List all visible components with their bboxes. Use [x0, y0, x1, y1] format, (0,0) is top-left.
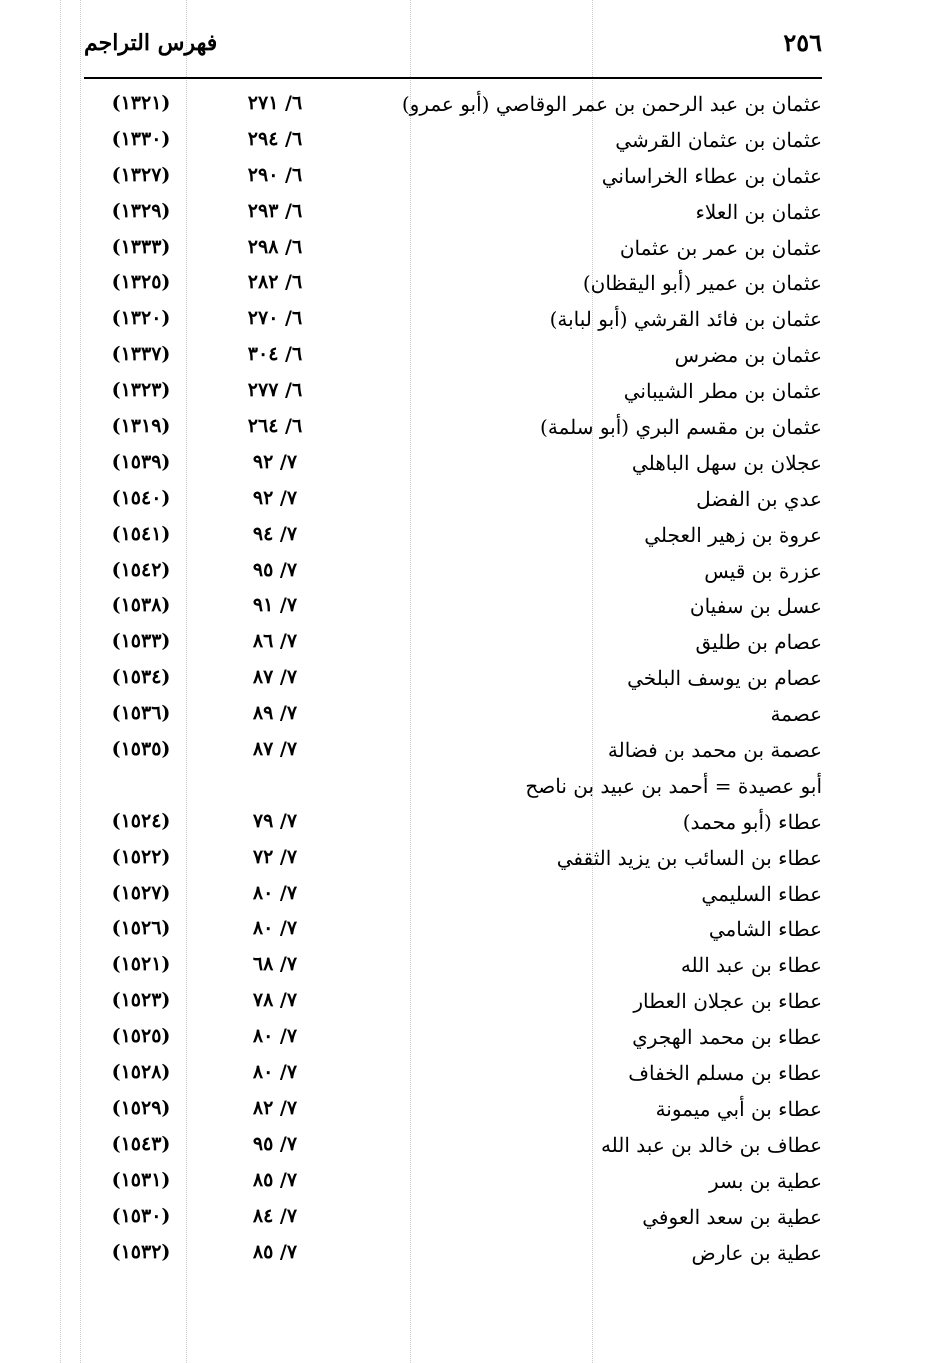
index-entry	[80, 842, 822, 878]
entry-volume-page: ٧/ ٨٤	[252, 1204, 298, 1227]
entry-name: عثمان بن عمر بن عثمان	[619, 235, 822, 260]
entry-name: عصام بن يوسف البلخي	[627, 666, 822, 691]
entry-number: (١٣٣٧)	[111, 343, 171, 366]
entry-name: عثمان بن مطر الشيباني	[623, 379, 822, 404]
index-entry	[80, 1057, 822, 1093]
entry-number: (١٥٢٧)	[111, 881, 171, 904]
entry-name: عطاء بن أبي ميمونة	[655, 1096, 822, 1121]
entry-name: عدي بن الفضل	[696, 486, 822, 511]
index-entry	[80, 1093, 822, 1129]
entry-volume-page: ٧/ ٨٠	[252, 1025, 298, 1048]
entry-number: (١٥٤١)	[111, 522, 171, 545]
entry-volume-page: ٧/ ٩١	[252, 594, 298, 617]
entry-volume-page: ٧/ ٩٥	[252, 558, 298, 581]
index-entry	[80, 626, 822, 662]
index-entry	[80, 734, 822, 770]
page-number: ٢٥٦	[783, 28, 822, 57]
index-entries	[80, 88, 822, 1272]
entry-volume-page: ٦/ ٢٩٠	[247, 163, 303, 186]
entry-volume-page: ٦/ ٢٧٠	[247, 307, 303, 330]
index-entry	[80, 985, 822, 1021]
entry-volume-page: ٧/ ٨٧	[252, 666, 298, 689]
entry-number: (١٥٤٢)	[111, 558, 171, 581]
entry-number: (١٣٢١)	[111, 92, 171, 114]
entry-volume-page: ٧/ ٧٩	[252, 809, 298, 832]
entry-number: (١٥٣٠)	[111, 1204, 171, 1227]
entry-volume-page: ٧/ ٨٦	[252, 630, 298, 653]
entry-volume-page: ٧/ ٩٥	[252, 1132, 298, 1155]
entry-name: عطية بن عارض	[691, 1240, 822, 1265]
index-entry	[80, 339, 822, 375]
entry-number: (١٣٢٧)	[111, 163, 171, 186]
entry-volume-page: ٦/ ٢٩٨	[247, 235, 303, 258]
entry-number: (١٥٤٣)	[111, 1132, 171, 1155]
entry-name: عطية بن بسر	[708, 1168, 822, 1193]
entry-name: عطاء بن محمد الهجري	[632, 1025, 822, 1050]
entry-name: عطاء (أبو محمد)	[682, 809, 822, 834]
index-entry	[80, 375, 822, 411]
entry-volume-page: ٧/ ٨٥	[252, 1240, 298, 1263]
entry-number: (١٥٣٨)	[111, 594, 171, 617]
entry-number: (١٣٣٠)	[111, 127, 171, 150]
entry-name: عطاف بن خالد بن عبد الله	[600, 1132, 822, 1157]
entry-volume-page: ٧/ ٨٥	[252, 1168, 298, 1191]
entry-name: عجلان بن سهل الباهلي	[631, 450, 822, 475]
entry-number: (١٥٣٩)	[111, 450, 171, 473]
entry-number: (١٥٣٦)	[111, 702, 171, 725]
index-entry	[80, 232, 822, 268]
entry-number: (١٣٣٣)	[111, 235, 171, 258]
entry-volume-page: ٦/ ٢٦٤	[247, 415, 303, 438]
page-header	[84, 28, 822, 68]
entry-volume-page: ٧/ ٨٧	[252, 738, 298, 761]
entry-name: عثمان بن مقسم البري (أبو سلمة)	[540, 415, 822, 440]
index-entry	[80, 913, 822, 949]
index-entry	[80, 1129, 822, 1165]
index-entry	[80, 590, 822, 626]
entry-name: عصام بن طليق	[695, 630, 822, 655]
entry-name: عطاء بن السائب بن يزيد الثقفي	[556, 845, 822, 870]
index-entry	[80, 770, 822, 806]
entry-volume-page: ٦/ ٢٧١	[247, 92, 303, 114]
entry-name: عطاء الشامي	[708, 917, 822, 942]
entry-number: (١٥٣٢)	[111, 1240, 171, 1263]
entry-volume-page: ٦/ ٢٩٣	[247, 199, 303, 222]
entry-name: عسل بن سفيان	[689, 594, 822, 619]
entry-name: عروة بن زهير العجلي	[644, 522, 822, 547]
entry-number: (١٣٢٥)	[111, 271, 171, 294]
entry-name: عصمة بن محمد بن فضالة	[607, 738, 822, 763]
entry-number: (١٥٣٣)	[111, 630, 171, 653]
entry-name: عثمان بن عبد الرحمن بن عمر الوقاصي (أبو عمرو)	[401, 92, 822, 116]
entry-volume-page: ٧/ ٨٩	[252, 702, 298, 725]
index-entry	[80, 1021, 822, 1057]
entry-number: (١٥٢٩)	[111, 1096, 171, 1119]
entry-number: (١٥٢٤)	[111, 809, 171, 832]
entry-number: (١٥٣٤)	[111, 666, 171, 689]
index-entry	[80, 878, 822, 914]
entry-number: (١٥٢٣)	[111, 989, 171, 1012]
entry-number: (١٥٢٨)	[111, 1061, 171, 1084]
entry-number: (١٥٢٦)	[111, 917, 171, 940]
index-entry	[80, 303, 822, 339]
entry-number: (١٥٣٥)	[111, 738, 171, 761]
index-entry	[80, 88, 822, 124]
index-entry	[80, 160, 822, 196]
scan-artifact-line	[60, 0, 61, 1363]
entry-volume-page: ٧/ ٨٠	[252, 1061, 298, 1084]
running-title: فهرس التراجم	[84, 30, 218, 56]
index-entry	[80, 411, 822, 447]
entry-volume-page: ٧/ ٨٠	[252, 881, 298, 904]
entry-number: (١٥٤٠)	[111, 486, 171, 509]
index-entry	[80, 806, 822, 842]
index-entry	[80, 124, 822, 160]
index-entry	[80, 1237, 822, 1273]
index-entry	[80, 196, 822, 232]
entry-name: عطية بن سعد العوفي	[642, 1204, 822, 1229]
entry-volume-page: ٧/ ٧٨	[252, 989, 298, 1012]
index-entry	[80, 483, 822, 519]
entry-name: عطاء السليمي	[701, 881, 822, 906]
entry-name: عثمان بن مضرس	[674, 343, 822, 368]
entry-name: عثمان بن عثمان القرشي	[615, 127, 822, 152]
entry-number: (١٥٣١)	[111, 1168, 171, 1191]
index-entry	[80, 555, 822, 591]
entry-volume-page: ٦/ ٢٧٧	[247, 379, 303, 402]
entry-name: عثمان بن عطاء الخراساني	[601, 163, 822, 188]
entry-volume-page: ٧/ ٦٨	[252, 953, 298, 976]
entry-volume-page: ٦/ ٢٩٤	[247, 127, 303, 150]
index-entry	[80, 447, 822, 483]
entry-number: (١٣٢٩)	[111, 199, 171, 222]
index-entry	[80, 949, 822, 985]
index-entry	[80, 519, 822, 555]
entry-volume-page: ٧/ ٨٠	[252, 917, 298, 940]
index-entry	[80, 267, 822, 303]
entry-volume-page: ٦/ ٣٠٤	[247, 343, 303, 366]
index-entry	[80, 1201, 822, 1237]
entry-name: عطاء بن مسلم الخفاف	[628, 1061, 822, 1086]
entry-number: (١٥٢٢)	[111, 845, 171, 868]
entry-number: (١٣٢٠)	[111, 307, 171, 330]
entry-number: (١٣١٩)	[111, 415, 171, 438]
header-rule	[84, 77, 822, 79]
entry-name: عزرة بن قيس	[704, 558, 822, 583]
entry-volume-page: ٧/ ٩٢	[252, 486, 298, 509]
entry-name: عثمان بن عمير (أبو اليقظان)	[582, 271, 822, 296]
entry-name: أبو عصيدة = أحمد بن عبيد بن ناصح	[525, 773, 822, 798]
entry-name: عثمان بن فائد القرشي (أبو لبابة)	[549, 307, 822, 332]
index-entry	[80, 698, 822, 734]
entry-number: (١٥٢١)	[111, 953, 171, 976]
index-entry	[80, 1165, 822, 1201]
entry-volume-page: ٦/ ٢٨٢	[247, 271, 303, 294]
entry-name: عطاء بن عبد الله	[680, 953, 822, 978]
entry-volume-page: ٧/ ٧٢	[252, 845, 298, 868]
entry-volume-page: ٧/ ٨٢	[252, 1096, 298, 1119]
index-entry	[80, 662, 822, 698]
entry-number: (١٣٢٣)	[111, 379, 171, 402]
entry-volume-page: ٧/ ٩٢	[252, 450, 298, 473]
entry-name: عصمة	[770, 702, 822, 727]
entry-name: عطاء بن عجلان العطار	[633, 989, 822, 1014]
entry-number: (١٥٢٥)	[111, 1025, 171, 1048]
entry-name: عثمان بن العلاء	[695, 199, 822, 224]
entry-volume-page: ٧/ ٩٤	[252, 522, 298, 545]
